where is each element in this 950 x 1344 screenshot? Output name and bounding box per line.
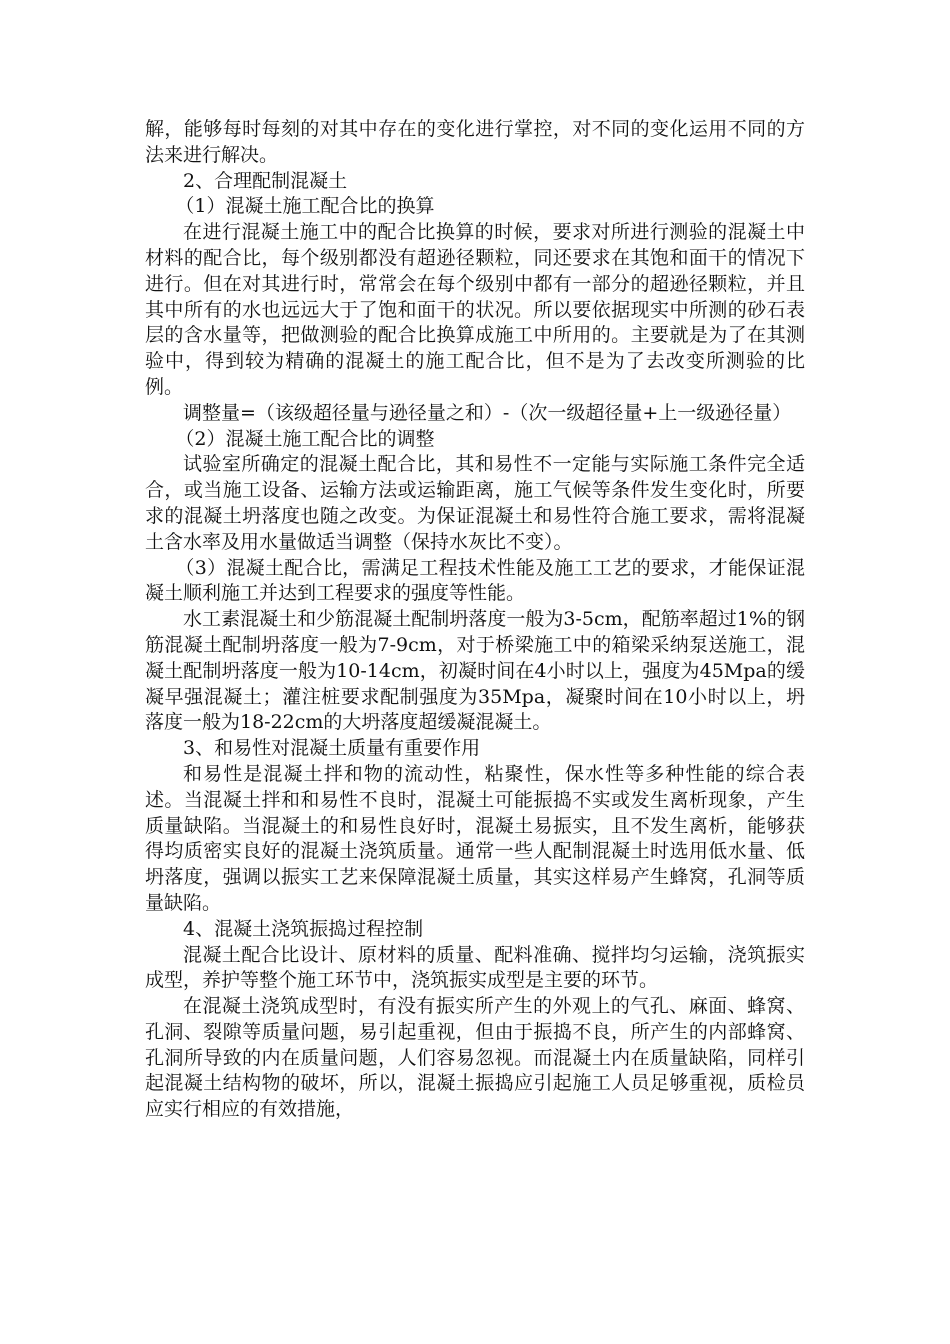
paragraph-slump: 水工素混凝土和少筋混凝土配制坍落度一般为3-5cm，配筋率超过1%的钢筋混凝土配制坍落度一般为7-9cm，对于桥梁施工中的箱梁采纳泵送施工，混凝土配制坍落度一般为10-14cm，初凝时间在4小时以上，强度为45Mpa的缓凝早强混凝土；灌注桩要求配制强度为35Mpa，凝聚时间在10小时以上，坍落度一般为18-22cm的大坍落度超缓凝混凝土。: [145, 608, 805, 734]
paragraph-mix-adjustment: 试验室所确定的混凝土配合比，其和易性不一定能与实际施工条件完全适合，或当施工设备、运输方法或运输距离，施工气候等条件发生变化时，所要求的混凝土坍落度也随之改变。为保证混凝土和易性符合施工要求，需将混凝土含水率及用水量做适当调整（保持水灰比不变）。: [145, 453, 805, 553]
subheading-1: （1）混凝土施工配合比的换算: [175, 195, 435, 218]
paragraph-vibration: 在混凝土浇筑成型时，有没有振实所产生的外观上的气孔、麻面、蜂窝、孔洞、裂隙等质量问题，易引起重视，但由于振捣不良，所产生的内部蜂窝、孔洞所导致的内在质量问题，人们容易忽视。而混凝土内在质量缺陷，同样引起混凝土结构物的破坏，所以，混凝土振捣应引起施工人员足够重视，质检员应实行相应的有效措施，: [145, 995, 805, 1121]
subheading-2: （2）混凝土施工配合比的调整: [175, 427, 435, 450]
subheading-3: （3）混凝土配合比，需满足工程技术性能及施工工艺的要求，才能保证混凝土顺利施工并达到工程要求的强度等性能。: [145, 556, 805, 605]
paragraph-mix-conversion: 在进行混凝土施工中的配合比换算的时候，要求对所进行测验的混凝土中材料的配合比，每个级别都没有超逊径颗粒，同还要求在其饱和面干的情况下进行。但在对其进行时，常常会在每个级别中都有一部分的超逊径颗粒，并且其中所有的水也远远大于了饱和面干的状况。所以要依据现实中所测的砂石表层的含水量等，把做测验的配合比换算成施工中所用的。主要就是为了在其测验中，得到较为精确的混凝土的施工配合比，但不是为了去改变所测验的比例。: [145, 221, 805, 398]
section-heading-3: 3、和易性对混凝土质量有重要作用: [183, 737, 481, 760]
section-heading-4: 4、混凝土浇筑振捣过程控制: [183, 917, 424, 940]
paragraph-workability: 和易性是混凝土拌和物的流动性，粘聚性，保水性等多种性能的综合表述。当混凝土拌和和易性不良时，混凝土可能振捣不实或发生离析现象，产生质量缺陷。当混凝土的和易性良好时，混凝土易振实，且不发生离析，能够获得均质密实良好的混凝土浇筑质量。通常一些人配制混凝土时选用低水量、低坍落度，强调以振实工艺来保障混凝土质量，其实这样易产生蜂窝，孔洞等质量缺陷。: [145, 762, 805, 914]
section-heading-2: 2、合理配制混凝土: [183, 169, 348, 192]
paragraph-adjustment-formula: 调整量=（该级超径量与逊径量之和）-（次一级超径量+上一级逊径量）: [183, 401, 792, 424]
paragraph-pouring: 混凝土配合比设计、原材料的质量、配料准确、搅拌均匀运输，浇筑振实成型，养护等整个施工环节中，浇筑振实成型是主要的环节。: [145, 943, 805, 992]
paragraph-continuation: 解，能够每时每刻的对其中存在的变化进行掌控，对不同的变化运用不同的方法来进行解决。: [145, 118, 805, 166]
document-page: [145, 117, 805, 1123]
